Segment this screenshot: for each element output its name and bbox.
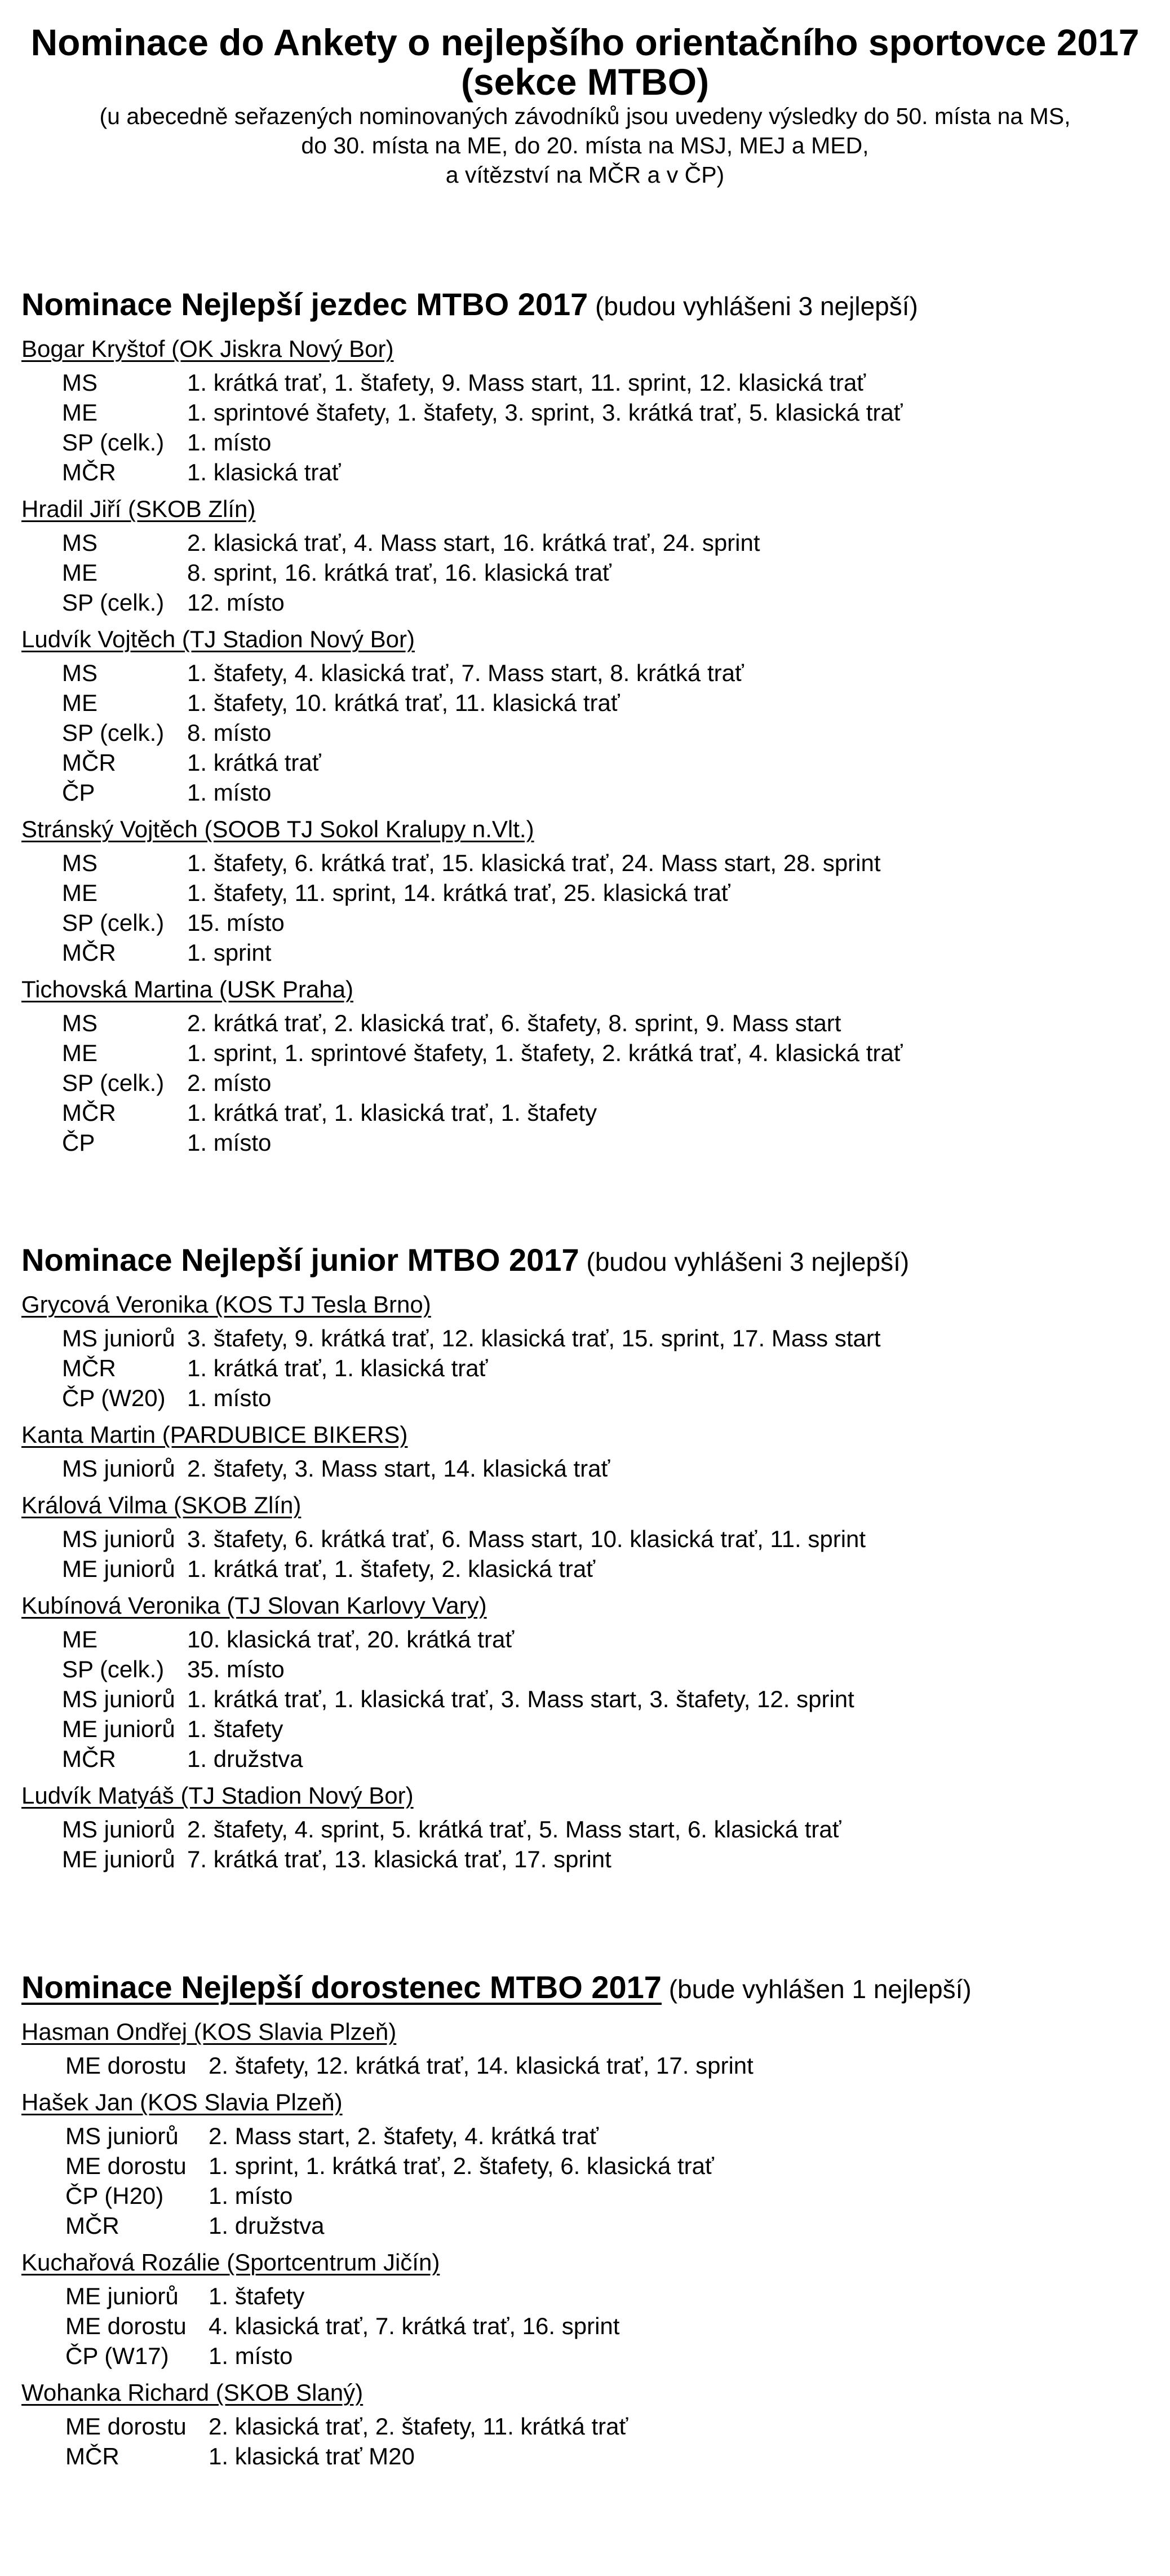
- title-line-2: (sekce MTBO): [460, 61, 710, 103]
- nominee-entry: [21, 1780, 1149, 1874]
- competition-label: MS juniorů: [62, 1325, 175, 1351]
- competition-label: MS: [62, 660, 98, 686]
- competition-label: SP (celk.): [62, 909, 165, 936]
- result-row: [21, 1844, 1149, 1874]
- result-row: [21, 1453, 1149, 1483]
- competition-label: MČR: [62, 939, 116, 966]
- section-heading-title: Nominace Nejlepší junior MTBO 2017: [21, 1242, 579, 1278]
- results-value: 1. krátká trať, 1. klasická trať: [187, 1355, 488, 1381]
- competition-label: MS: [62, 1010, 98, 1036]
- competition-label: MS juniorů: [62, 1526, 175, 1552]
- competition-label: MS: [62, 529, 98, 556]
- result-row: [21, 848, 1149, 878]
- nominee-name: Kanta Martin (PARDUBICE BIKERS): [21, 1421, 408, 1448]
- results-value: 2. krátká trať, 2. klasická trať, 6. štafety, 8. sprint, 9. Mass start: [187, 1010, 841, 1036]
- result-row: [21, 2281, 1149, 2311]
- competition-label: ME: [62, 880, 98, 906]
- results-value: 1. sprint, 1. krátká trať, 2. štafety, 6. klasická trať: [209, 2153, 714, 2179]
- results-value: 1. klasická trať M20: [209, 2443, 415, 2469]
- results-value: 1. sprintové štafety, 1. štafety, 3. sprint, 3. krátká trať, 5. klasická trať: [187, 399, 903, 426]
- nominee-entry: [21, 2378, 1149, 2471]
- competition-label: MČR: [65, 2212, 119, 2239]
- competition-label: SP (celk.): [62, 589, 165, 616]
- competition-label: MS: [62, 369, 98, 396]
- competition-label: MČR: [62, 459, 116, 485]
- result-row: [21, 427, 1149, 457]
- results-value: 7. krátká trať, 13. klasická trať, 17. sprint: [187, 1846, 611, 1872]
- results-value: 2. klasická trať, 2. štafety, 11. krátká trať: [209, 2413, 628, 2440]
- result-row: [21, 1098, 1149, 1128]
- competition-label: MČR: [62, 1746, 116, 1772]
- results-value: 1. krátká trať, 1. klasická trať, 1. štafety: [187, 1099, 597, 1126]
- nominee-entry: [21, 2087, 1149, 2241]
- competition-label: MČR: [62, 1099, 116, 1126]
- result-row: [21, 1008, 1149, 1038]
- nominee-name: Kubínová Veronika (TJ Slovan Karlovy Vary): [21, 1592, 487, 1619]
- nominee-name: Stránský Vojtěch (SOOB TJ Sokol Kralupy n.Vlt.): [21, 816, 534, 842]
- nominee-name: Wohanka Richard (SKOB Slaný): [21, 2379, 364, 2406]
- results-value: 1. místo: [209, 2343, 293, 2369]
- results-value: 1. družstva: [187, 1746, 303, 1772]
- results-value: 1. štafety, 6. krátká trať, 15. klasická trať, 24. Mass start, 28. sprint: [187, 850, 881, 876]
- competition-label: MS juniorů: [62, 1455, 175, 1482]
- result-row: [21, 718, 1149, 748]
- nominee-name: Bogar Kryštof (OK Jiskra Nový Bor): [21, 335, 394, 362]
- competition-label: ME dorostu: [65, 2313, 187, 2339]
- results-value: 1. družstva: [209, 2212, 325, 2239]
- competition-label: ME juniorů: [62, 1556, 175, 1582]
- nominee-entry: [21, 2247, 1149, 2371]
- result-row: [21, 1524, 1149, 1554]
- results-value: 1. štafety, 11. sprint, 14. krátká trať, 25. klasická trať: [187, 880, 730, 906]
- results-value: 1. krátká trať: [187, 749, 321, 776]
- results-value: 4. klasická trať, 7. krátká trať, 16. sprint: [209, 2313, 620, 2339]
- competition-label: MS juniorů: [65, 2123, 179, 2149]
- result-row: [21, 397, 1149, 427]
- result-row: [21, 2411, 1149, 2441]
- results-value: 1. krátká trať, 1. štafety, 9. Mass start, 11. sprint, 12. klasická trať: [187, 369, 866, 396]
- competition-label: ME juniorů: [65, 2283, 179, 2309]
- competition-label: SP (celk.): [62, 1070, 165, 1096]
- subtitle-line-3: a vítězství na MČR a v ČP): [445, 162, 725, 188]
- results-value: 1. místo: [187, 1129, 272, 1156]
- result-row: [21, 1038, 1149, 1068]
- nominee-name: Hašek Jan (KOS Slavia Plzeň): [21, 2089, 343, 2115]
- results-value: 2. Mass start, 2. štafety, 4. krátká trať: [209, 2123, 599, 2149]
- competition-label: ME dorostu: [65, 2413, 187, 2440]
- section-heading-note: (bude vyhlášen 1 nejlepší): [661, 1974, 972, 2004]
- result-row: [21, 558, 1149, 587]
- result-row: [21, 1624, 1149, 1654]
- competition-label: MČR: [65, 2443, 119, 2469]
- result-row: [21, 878, 1149, 908]
- result-row: [21, 1714, 1149, 1744]
- results-value: 8. místo: [187, 719, 272, 746]
- nominee-entry: [21, 814, 1149, 967]
- nominee-entry: [21, 1490, 1149, 1584]
- result-row: [21, 2341, 1149, 2371]
- result-row: [21, 938, 1149, 967]
- results-value: 2. štafety, 4. sprint, 5. krátká trať, 5. Mass start, 6. klasická trať: [187, 1816, 841, 1842]
- result-row: [21, 748, 1149, 777]
- competition-label: ČP (W20): [62, 1385, 166, 1411]
- nominee-name: Ludvík Matyáš (TJ Stadion Nový Bor): [21, 1782, 414, 1809]
- section-heading-note: (budou vyhlášeni 3 nejlepší): [579, 1247, 910, 1276]
- results-value: 1. klasická trať: [187, 459, 341, 485]
- competition-label: ME: [62, 1040, 98, 1066]
- nominee-name: Ludvík Vojtěch (TJ Stadion Nový Bor): [21, 626, 415, 652]
- nominee-name: Tichovská Martina (USK Praha): [21, 976, 353, 1002]
- section-heading-note: (budou vyhlášeni 3 nejlepší): [588, 291, 918, 321]
- section-heading-title: Nominace Nejlepší jezdec MTBO 2017: [21, 286, 588, 322]
- results-value: 2. místo: [187, 1070, 272, 1096]
- results-value: 12. místo: [187, 589, 285, 616]
- results-value: 1. krátká trať, 1. klasická trať, 3. Mass start, 3. štafety, 12. sprint: [187, 1686, 854, 1712]
- results-value: 3. štafety, 6. krátká trať, 6. Mass start, 10. klasická trať, 11. sprint: [187, 1526, 866, 1552]
- result-row: [21, 1323, 1149, 1353]
- results-value: 2. štafety, 12. krátká trať, 14. klasická trať, 17. sprint: [209, 2052, 754, 2079]
- result-row: [21, 1383, 1149, 1413]
- competition-label: ČP (H20): [65, 2182, 164, 2209]
- document-header: [0, 0, 1170, 189]
- result-row: [21, 2181, 1149, 2211]
- section-best-rider: [21, 285, 1149, 1164]
- nominee-name: Hradil Jiří (SKOB Zlín): [21, 496, 256, 522]
- nominee-name: Hasman Ondřej (KOS Slavia Plzeň): [21, 2018, 397, 2045]
- nominee-entry: [21, 1289, 1149, 1413]
- competition-label: SP (celk.): [62, 429, 165, 456]
- nominee-entry: [21, 494, 1149, 617]
- competition-label: SP (celk.): [62, 1656, 165, 1682]
- nominee-name: Kuchařová Rozálie (Sportcentrum Jičín): [21, 2249, 440, 2275]
- result-row: [21, 1068, 1149, 1098]
- section-heading: [21, 1240, 1149, 1282]
- result-row: [21, 688, 1149, 718]
- nominee-entry: [21, 1590, 1149, 1774]
- competition-label: MČR: [62, 749, 116, 776]
- result-row: [21, 528, 1149, 558]
- results-value: 8. sprint, 16. krátká trať, 16. klasická trať: [187, 559, 611, 586]
- competition-label: ME: [62, 399, 98, 426]
- result-row: [21, 2211, 1149, 2241]
- results-value: 1. místo: [187, 779, 272, 806]
- competition-label: ME juniorů: [62, 1716, 175, 1742]
- result-row: [21, 1744, 1149, 1774]
- results-value: 1. sprint, 1. sprintové štafety, 1. štafety, 2. krátká trať, 4. klasická trať: [187, 1040, 903, 1066]
- result-row: [21, 1684, 1149, 1714]
- section-heading: [21, 285, 1149, 326]
- competition-label: ČP: [62, 1129, 95, 1156]
- result-row: [21, 2121, 1149, 2151]
- competition-label: ME: [62, 690, 98, 716]
- competition-label: MČR: [62, 1355, 116, 1381]
- subtitle-line-2: do 30. místa na ME, do 20. místa na MSJ, MEJ a MED,: [301, 132, 869, 158]
- results-value: 15. místo: [187, 909, 285, 936]
- nominee-entry: [21, 334, 1149, 487]
- nominee-entry: [21, 624, 1149, 807]
- results-value: 1. krátká trať, 1. štafety, 2. klasická trať: [187, 1556, 595, 1582]
- results-value: 1. sprint: [187, 939, 272, 966]
- result-row: [21, 1554, 1149, 1584]
- nominee-name: Grycová Veronika (KOS TJ Tesla Brno): [21, 1291, 431, 1318]
- competition-label: ME: [62, 1626, 98, 1652]
- results-value: 3. štafety, 9. krátká trať, 12. klasická trať, 15. sprint, 17. Mass start: [187, 1325, 881, 1351]
- nominee-entry: [21, 2017, 1149, 2080]
- result-row: [21, 1654, 1149, 1684]
- competition-label: ČP (W17): [65, 2343, 169, 2369]
- section-best-junior: [21, 1240, 1149, 1881]
- title-line-1: Nominace do Ankety o nejlepšího orientačního sportovce 2017: [30, 21, 1140, 63]
- result-row: [21, 908, 1149, 938]
- section-heading-title: Nominace Nejlepší dorostenec MTBO 2017: [21, 1969, 662, 2005]
- results-value: 1. místo: [187, 1385, 272, 1411]
- competition-label: ME juniorů: [62, 1846, 175, 1872]
- nominee-name: Králová Vilma (SKOB Zlín): [21, 1492, 302, 1518]
- results-value: 1. místo: [209, 2182, 293, 2209]
- result-row: [21, 1353, 1149, 1383]
- results-value: 1. štafety: [209, 2283, 305, 2309]
- result-row: [21, 658, 1149, 688]
- results-value: 10. klasická trať, 20. krátká trať: [187, 1626, 515, 1652]
- results-value: 2. klasická trať, 4. Mass start, 16. krátká trať, 24. sprint: [187, 529, 760, 556]
- results-value: 1. místo: [187, 429, 272, 456]
- result-row: [21, 368, 1149, 397]
- results-value: 1. štafety, 10. krátká trať, 11. klasická trať: [187, 690, 620, 716]
- result-row: [21, 2051, 1149, 2080]
- competition-label: MS juniorů: [62, 1816, 175, 1842]
- result-row: [21, 777, 1149, 807]
- result-row: [21, 457, 1149, 487]
- competition-label: MS: [62, 850, 98, 876]
- competition-label: SP (celk.): [62, 719, 165, 746]
- section-heading: [21, 1968, 1149, 2009]
- result-row: [21, 1814, 1149, 1844]
- competition-label: ME: [62, 559, 98, 586]
- section-best-youth: [21, 1968, 1149, 2478]
- competition-label: ČP: [62, 779, 95, 806]
- result-row: [21, 2151, 1149, 2181]
- result-row: [21, 2441, 1149, 2471]
- result-row: [21, 1128, 1149, 1157]
- results-value: 35. místo: [187, 1656, 285, 1682]
- nominee-entry: [21, 974, 1149, 1157]
- nominee-entry: [21, 1420, 1149, 1483]
- results-value: 1. štafety: [187, 1716, 283, 1742]
- result-row: [21, 587, 1149, 617]
- subtitle-line-1: (u abecedně seřazených nominovaných závodníků jsou uvedeny výsledky do 50. místa na MS,: [99, 103, 1071, 129]
- competition-label: MS juniorů: [62, 1686, 175, 1712]
- competition-label: ME dorostu: [65, 2153, 187, 2179]
- competition-label: ME dorostu: [65, 2052, 187, 2079]
- result-row: [21, 2311, 1149, 2341]
- results-value: 1. štafety, 4. klasická trať, 7. Mass start, 8. krátká trať: [187, 660, 744, 686]
- results-value: 2. štafety, 3. Mass start, 14. klasická trať: [187, 1455, 610, 1482]
